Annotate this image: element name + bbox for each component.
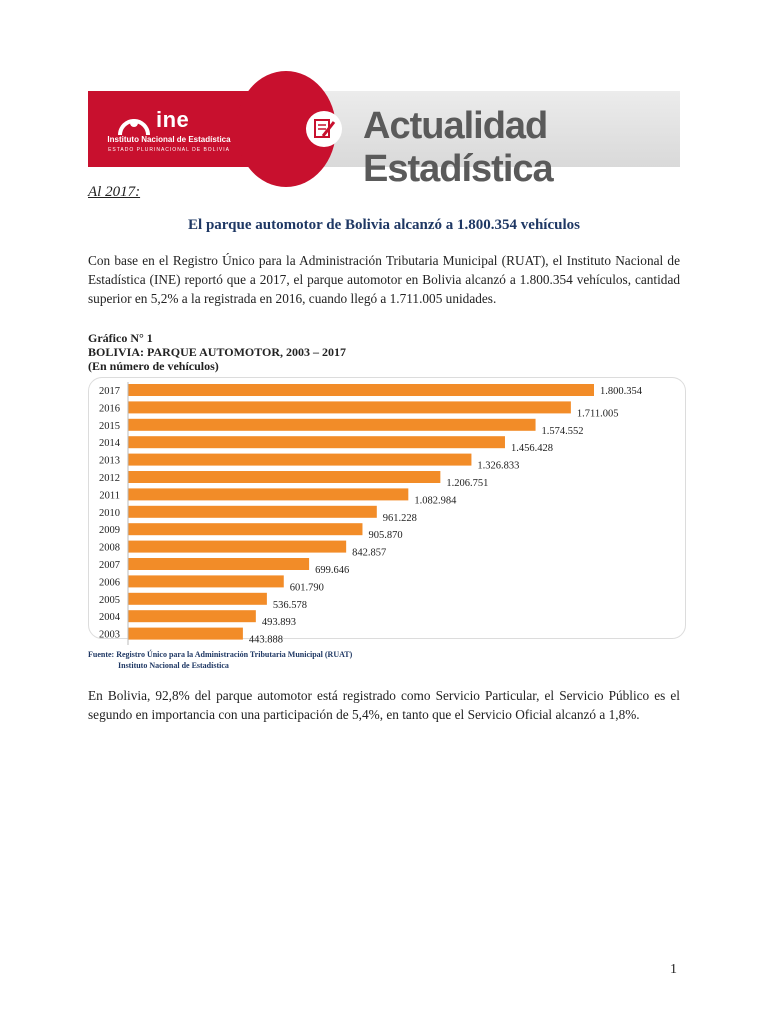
y-tick-label: 2015 <box>99 420 120 432</box>
data-label: 905.870 <box>368 530 403 542</box>
chart-frame <box>88 377 686 646</box>
chart-subtitle: (En número de vehículos) <box>88 359 219 373</box>
y-tick-label: 2008 <box>99 542 120 554</box>
bar <box>128 471 440 483</box>
chart-caption-number: Gráfico N° 1 <box>88 331 153 345</box>
paragraph-service: En Bolivia, 92,8% del parque automotor está registrado como Servicio Particular, el Servicio Público es el segundo en importancia con una participación de 5,4%, en tanto que el Servicio Oficial alcanzó a 1,8%. <box>88 688 680 722</box>
source-line-1: Fuente: Registro Único para la Administración Tributaria Municipal (RUAT) <box>88 650 353 659</box>
logo-text: ine <box>156 107 190 132</box>
bar <box>128 541 346 553</box>
data-label: 443.888 <box>248 634 284 646</box>
source-note <box>88 649 352 671</box>
y-tick-label: 2003 <box>99 629 120 641</box>
y-tick-label: 2013 <box>99 455 120 467</box>
bar <box>128 384 594 396</box>
page-number: 1 <box>670 962 677 977</box>
chart-title: BOLIVIA: PARQUE AUTOMOTOR, 2003 – 2017 <box>88 345 347 359</box>
bar <box>128 523 362 535</box>
logo-institute-name: Instituto Nacional de Estadística <box>107 135 231 144</box>
ine-logo-icon <box>118 111 150 137</box>
data-label: 536.578 <box>272 599 308 611</box>
bar <box>128 506 377 518</box>
paragraph-intro: Con base en el Registro Único para la Administración Tributaria Municipal (RUAT), el Instituto Nacional de Estadística (INE) reportó que a 2017, el parque automotor en Bolivia alcanzó a 1.800.354 vehículos, cantidad superior en 5,2% a la registrada en 2016, cuando llegó a 1.711.005 unidades. <box>88 253 680 306</box>
data-label: 1.800.354 <box>600 386 642 397</box>
source-line-2: Instituto Nacional de Estadística <box>118 661 229 670</box>
data-label: 961.228 <box>382 512 417 524</box>
data-label: 842.857 <box>352 547 387 559</box>
data-label: 1.082.984 <box>414 495 457 507</box>
data-label: 699.646 <box>315 565 350 576</box>
bar <box>128 628 243 640</box>
bar <box>128 454 471 466</box>
y-tick-label: 2016 <box>99 403 120 415</box>
bar <box>128 436 505 448</box>
data-label: 1.326.833 <box>477 460 520 472</box>
chart-caption <box>88 331 346 373</box>
y-tick-label: 2011 <box>99 490 120 502</box>
data-label: 1.456.428 <box>510 443 553 455</box>
y-tick-label: 2012 <box>99 473 120 484</box>
data-label: 1.711.005 <box>576 408 619 420</box>
bar <box>128 558 309 570</box>
bar <box>128 488 408 500</box>
bar <box>128 401 571 413</box>
bar <box>128 419 536 431</box>
bar <box>128 593 267 605</box>
y-tick-label: 2005 <box>99 594 120 606</box>
date-line: Al 2017: <box>88 184 141 200</box>
data-label: 1.574.552 <box>541 425 584 437</box>
data-label: 601.790 <box>289 582 324 594</box>
bar <box>128 575 284 587</box>
headline: El parque automotor de Bolivia alcanzó a 1.800.354 vehículos <box>188 217 580 233</box>
data-label: 493.893 <box>261 617 296 629</box>
y-tick-label: 2017 <box>99 386 120 397</box>
y-tick-label: 2007 <box>99 560 120 571</box>
bar <box>128 610 256 622</box>
data-label: 1.206.751 <box>446 478 489 489</box>
logo-estado-text: ESTADO PLURINACIONAL DE BOLIVIA <box>108 147 230 153</box>
bar-chart <box>89 378 685 646</box>
edit-document-icon <box>306 111 342 147</box>
y-tick-label: 2009 <box>99 525 120 537</box>
y-tick-label: 2004 <box>99 612 120 624</box>
y-tick-label: 2014 <box>99 438 120 450</box>
y-tick-label: 2006 <box>99 577 120 589</box>
header-banner <box>88 91 680 190</box>
banner-title: Actualidad Estadística <box>363 105 553 190</box>
y-tick-label: 2010 <box>99 507 120 519</box>
